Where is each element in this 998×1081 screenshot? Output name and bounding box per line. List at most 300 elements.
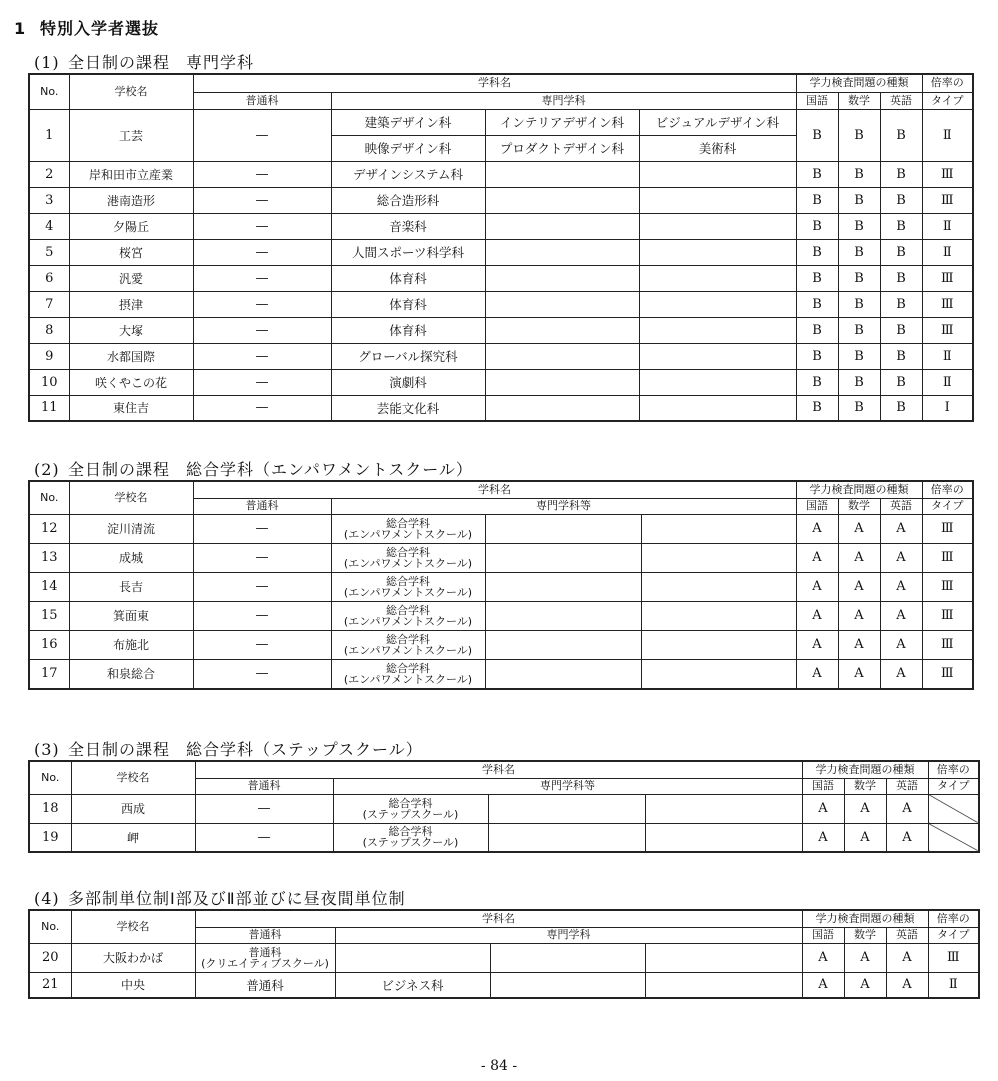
row-school: 摂津	[69, 291, 193, 317]
row-math: B	[838, 395, 880, 421]
row-english: B	[880, 265, 922, 291]
row-no: 15	[29, 601, 69, 630]
row-dept: プロダクトデザイン科	[485, 135, 639, 161]
header-specialized: 専門学科	[335, 927, 802, 943]
table-row	[29, 239, 973, 265]
row-japanese: B	[796, 187, 838, 213]
row-no: 13	[29, 543, 69, 572]
row-dept-line1: 総合学科	[386, 545, 430, 559]
row-general: —	[193, 572, 331, 601]
row-dept-empty	[485, 265, 639, 291]
header-no: No.	[29, 481, 69, 514]
table-row	[29, 572, 973, 601]
row-school: 大阪わかば	[71, 943, 195, 972]
row-dept: ビジネス科	[335, 972, 490, 998]
row-school: 和泉総合	[69, 659, 193, 689]
row-type: Ⅰ	[922, 395, 973, 421]
row-math: B	[838, 265, 880, 291]
row-dept-empty	[485, 630, 641, 659]
row-school: 長吉	[69, 572, 193, 601]
row-general: —	[193, 239, 331, 265]
row-general-line1: 普通科	[248, 945, 282, 959]
row-school: 箕面東	[69, 601, 193, 630]
header-japanese: 国語	[796, 92, 838, 109]
header-test-group: 学力検査問題の種類	[796, 74, 922, 92]
row-english: A	[886, 972, 928, 998]
row-general: —	[193, 161, 331, 187]
header-math: 数学	[844, 778, 886, 794]
row-math: A	[844, 823, 886, 852]
row-math: B	[838, 161, 880, 187]
header-math: 数学	[838, 92, 880, 109]
row-dept-empty	[485, 213, 639, 239]
row-general: —	[193, 601, 331, 630]
section-subtitle: 専門学科	[186, 53, 255, 72]
row-dept-empty	[485, 572, 641, 601]
header-school: 学校名	[71, 761, 195, 794]
section-course: 多部制単位制Ⅰ部及びⅡ部並びに昼夜間単位制	[68, 889, 406, 908]
row-general: —	[193, 369, 331, 395]
section-subtitle: 総合学科（ステップスクール）	[186, 740, 423, 759]
header-general: 普通科	[193, 92, 331, 109]
row-dept-empty	[641, 543, 796, 572]
row-dept-line1: 総合学科	[386, 516, 430, 530]
row-dept: グローバル探究科	[331, 343, 485, 369]
row-school: 工芸	[69, 109, 193, 161]
header-no: No.	[29, 761, 71, 794]
row-japanese: B	[796, 239, 838, 265]
row-general: —	[193, 659, 331, 689]
row-dept	[333, 794, 488, 823]
row-type: Ⅲ	[922, 291, 973, 317]
row-general: —	[195, 794, 333, 823]
row-japanese: A	[802, 972, 844, 998]
row-general: —	[193, 317, 331, 343]
row-english: B	[880, 343, 922, 369]
main-heading-number: 1	[14, 19, 27, 38]
header-test-group: 学力検査問題の種類	[802, 761, 928, 778]
table-row	[29, 265, 973, 291]
header-english: 英語	[880, 92, 922, 109]
row-dept: ビジュアルデザイン科	[639, 109, 796, 135]
row-type-not-applicable	[928, 794, 979, 823]
header-general: 普通科	[195, 927, 335, 943]
row-japanese: B	[796, 369, 838, 395]
row-dept: 美術科	[639, 135, 796, 161]
row-english: B	[880, 213, 922, 239]
row-dept-line2: (エンパワメントスクール)	[343, 556, 473, 570]
row-math: A	[838, 659, 880, 689]
row-math: A	[838, 572, 880, 601]
row-japanese: B	[796, 161, 838, 187]
row-dept-empty	[645, 943, 802, 972]
row-dept: 体育科	[331, 317, 485, 343]
row-type-not-applicable	[928, 823, 979, 852]
section-number: (3)	[34, 740, 60, 759]
row-no: 21	[29, 972, 71, 998]
row-japanese: A	[796, 659, 838, 689]
row-math: B	[838, 343, 880, 369]
header-math: 数学	[844, 927, 886, 943]
row-general-line2: (クリエイティブスクール)	[201, 956, 329, 970]
header-specialized-etc: 専門学科等	[333, 778, 802, 794]
row-dept-empty	[485, 187, 639, 213]
row-math: A	[838, 543, 880, 572]
header-ratio-line1: 倍率の	[928, 910, 979, 927]
header-specialized: 専門学科	[331, 92, 796, 109]
row-math: A	[844, 943, 886, 972]
header-specialized-etc: 専門学科等	[331, 498, 796, 514]
row-school: 成城	[69, 543, 193, 572]
row-japanese: A	[796, 630, 838, 659]
section-number: (4)	[34, 889, 60, 908]
row-no: 14	[29, 572, 69, 601]
row-no: 12	[29, 514, 69, 543]
header-school: 学校名	[69, 74, 193, 109]
row-type: Ⅲ	[922, 659, 973, 689]
row-type: Ⅲ	[922, 601, 973, 630]
row-school: 布施北	[69, 630, 193, 659]
row-dept: 映像デザイン科	[331, 135, 485, 161]
row-dept-empty	[641, 572, 796, 601]
row-dept-empty	[488, 823, 645, 852]
row-japanese: A	[802, 823, 844, 852]
row-english: B	[880, 187, 922, 213]
row-math: A	[838, 514, 880, 543]
row-dept-empty	[639, 213, 796, 239]
row-english: A	[886, 943, 928, 972]
section-1-table	[28, 73, 974, 422]
row-no: 8	[29, 317, 69, 343]
row-dept: 人間スポーツ科学科	[331, 239, 485, 265]
row-type: Ⅲ	[922, 514, 973, 543]
row-dept-empty	[645, 823, 802, 852]
row-no: 18	[29, 794, 71, 823]
row-math: A	[838, 601, 880, 630]
row-school: 岸和田市立産業	[69, 161, 193, 187]
header-japanese: 国語	[796, 498, 838, 514]
row-type: Ⅲ	[928, 943, 979, 972]
row-no: 3	[29, 187, 69, 213]
header-school: 学校名	[69, 481, 193, 514]
row-no: 19	[29, 823, 71, 852]
row-dept-line1: 総合学科	[386, 574, 430, 588]
section-subtitle: 総合学科（エンパワメントスクール）	[186, 460, 473, 479]
row-japanese: B	[796, 265, 838, 291]
row-dept-empty	[641, 659, 796, 689]
row-type: Ⅱ	[928, 972, 979, 998]
row-type: Ⅲ	[922, 572, 973, 601]
row-type: Ⅱ	[922, 109, 973, 161]
row-dept-line2: (エンパワメントスクール)	[343, 643, 473, 657]
row-dept: 建築デザイン科	[331, 109, 485, 135]
row-no: 9	[29, 343, 69, 369]
row-english: B	[880, 109, 922, 161]
section-3-table	[28, 760, 980, 853]
row-dept-empty	[639, 395, 796, 421]
row-dept-empty	[645, 972, 802, 998]
row-type: Ⅲ	[922, 543, 973, 572]
header-ratio-line2: タイプ	[928, 927, 979, 943]
row-math: A	[838, 630, 880, 659]
row-dept	[331, 572, 485, 601]
row-type: Ⅲ	[922, 317, 973, 343]
header-english: 英語	[880, 498, 922, 514]
table-row	[29, 659, 973, 689]
row-school: 西成	[71, 794, 195, 823]
row-japanese: A	[802, 794, 844, 823]
table-row	[29, 943, 979, 972]
header-test-group: 学力検査問題の種類	[796, 481, 922, 498]
row-dept	[333, 823, 488, 852]
table-row	[29, 630, 973, 659]
main-heading	[14, 16, 159, 39]
row-school: 水都国際	[69, 343, 193, 369]
row-english: B	[880, 395, 922, 421]
row-type: Ⅲ	[922, 161, 973, 187]
header-ratio-line1: 倍率の	[922, 74, 973, 92]
header-no: No.	[29, 910, 71, 943]
header-dept-group: 学科名	[193, 74, 796, 92]
section-2-table	[28, 480, 974, 690]
row-no: 10	[29, 369, 69, 395]
row-dept: デザインシステム科	[331, 161, 485, 187]
section-course: 全日制の課程	[68, 460, 171, 479]
row-type: Ⅲ	[922, 187, 973, 213]
row-english: B	[880, 317, 922, 343]
row-type: Ⅱ	[922, 213, 973, 239]
row-japanese: B	[796, 213, 838, 239]
row-general: —	[193, 343, 331, 369]
row-dept-empty	[485, 543, 641, 572]
header-dept-group: 学科名	[195, 761, 802, 778]
header-ratio-line2: タイプ	[928, 778, 979, 794]
row-dept-empty	[639, 343, 796, 369]
row-school: 中央	[71, 972, 195, 998]
header-dept-group: 学科名	[193, 481, 796, 498]
row-type: Ⅲ	[922, 630, 973, 659]
table-row	[29, 109, 973, 135]
row-no: 16	[29, 630, 69, 659]
row-dept-line2: (エンパワメントスクール)	[343, 527, 473, 541]
row-dept: 音楽科	[331, 213, 485, 239]
header-no: No.	[29, 74, 69, 109]
header-english: 英語	[886, 927, 928, 943]
row-general	[195, 943, 335, 972]
section-number: (1)	[34, 53, 60, 72]
row-dept-empty	[639, 291, 796, 317]
row-dept-empty	[639, 317, 796, 343]
row-dept-line2: (エンパワメントスクール)	[343, 672, 473, 686]
row-math: B	[838, 109, 880, 161]
header-japanese: 国語	[802, 778, 844, 794]
row-general: —	[193, 291, 331, 317]
row-school: 咲くやこの花	[69, 369, 193, 395]
row-no: 20	[29, 943, 71, 972]
row-japanese: A	[796, 572, 838, 601]
row-school: 東住吉	[69, 395, 193, 421]
row-dept	[331, 630, 485, 659]
row-no: 6	[29, 265, 69, 291]
section-number: (2)	[34, 460, 60, 479]
row-dept-empty	[485, 659, 641, 689]
row-general: —	[193, 109, 331, 161]
row-general: —	[193, 187, 331, 213]
row-dept	[331, 514, 485, 543]
row-dept-empty	[641, 514, 796, 543]
row-dept-empty	[485, 343, 639, 369]
row-dept-line2: (エンパワメントスクール)	[343, 585, 473, 599]
table-row	[29, 291, 973, 317]
row-no: 5	[29, 239, 69, 265]
row-dept-empty	[485, 395, 639, 421]
row-english: A	[880, 659, 922, 689]
row-general: —	[193, 265, 331, 291]
row-math: B	[838, 213, 880, 239]
row-general: —	[193, 630, 331, 659]
row-type: Ⅱ	[922, 239, 973, 265]
row-english: A	[880, 601, 922, 630]
row-general: 普通科	[195, 972, 335, 998]
table-row	[29, 213, 973, 239]
row-japanese: A	[796, 543, 838, 572]
row-school: 岬	[71, 823, 195, 852]
section-course: 全日制の課程	[68, 53, 171, 72]
row-dept-line2: (エンパワメントスクール)	[343, 614, 473, 628]
row-general: —	[193, 395, 331, 421]
row-type: Ⅲ	[922, 265, 973, 291]
table-row	[29, 395, 973, 421]
row-japanese: B	[796, 395, 838, 421]
header-general: 普通科	[193, 498, 331, 514]
table-row	[29, 972, 979, 998]
row-no: 17	[29, 659, 69, 689]
row-english: A	[880, 572, 922, 601]
row-no: 2	[29, 161, 69, 187]
row-japanese: B	[796, 343, 838, 369]
row-no: 4	[29, 213, 69, 239]
header-math: 数学	[838, 498, 880, 514]
row-dept: 総合造形科	[331, 187, 485, 213]
header-dept-group: 学科名	[195, 910, 802, 927]
table-row	[29, 317, 973, 343]
row-no: 7	[29, 291, 69, 317]
row-english: A	[880, 514, 922, 543]
row-math: A	[844, 794, 886, 823]
row-dept-line2: (ステップスクール)	[362, 836, 459, 850]
header-ratio-line2: タイプ	[922, 498, 973, 514]
row-dept-empty	[639, 265, 796, 291]
row-general: —	[193, 213, 331, 239]
row-dept-empty	[645, 794, 802, 823]
main-heading-title: 特別入学者選抜	[40, 19, 160, 38]
row-english: B	[880, 291, 922, 317]
row-english: B	[880, 161, 922, 187]
row-school: 汎愛	[69, 265, 193, 291]
row-math: B	[838, 291, 880, 317]
header-general: 普通科	[195, 778, 333, 794]
row-japanese: B	[796, 317, 838, 343]
row-dept	[331, 601, 485, 630]
row-dept: 演劇科	[331, 369, 485, 395]
row-school: 淀川清流	[69, 514, 193, 543]
row-math: A	[844, 972, 886, 998]
row-school: 桜宮	[69, 239, 193, 265]
row-dept-empty	[641, 630, 796, 659]
section-4-heading	[34, 886, 406, 909]
header-ratio-line1: 倍率の	[922, 481, 973, 498]
row-japanese: B	[796, 109, 838, 161]
row-dept-empty	[639, 161, 796, 187]
row-dept-empty	[485, 601, 641, 630]
section-4-table	[28, 909, 980, 999]
row-english: B	[880, 239, 922, 265]
row-dept	[335, 943, 490, 972]
row-english: A	[886, 823, 928, 852]
row-school: 夕陽丘	[69, 213, 193, 239]
row-dept: 芸能文化科	[331, 395, 485, 421]
row-school: 港南造形	[69, 187, 193, 213]
row-dept-empty	[490, 972, 645, 998]
section-3-heading	[34, 737, 423, 760]
row-dept	[331, 659, 485, 689]
row-japanese: A	[796, 514, 838, 543]
row-general: —	[193, 514, 331, 543]
table-row	[29, 543, 973, 572]
row-dept-empty	[490, 943, 645, 972]
row-dept	[331, 543, 485, 572]
row-dept-empty	[485, 369, 639, 395]
table-row	[29, 343, 973, 369]
row-math: B	[838, 187, 880, 213]
row-school: 大塚	[69, 317, 193, 343]
row-english: B	[880, 369, 922, 395]
row-type: Ⅱ	[922, 343, 973, 369]
row-japanese: A	[796, 601, 838, 630]
row-dept: インテリアデザイン科	[485, 109, 639, 135]
header-school: 学校名	[71, 910, 195, 943]
header-ratio-line1: 倍率の	[928, 761, 979, 778]
table-row	[29, 161, 973, 187]
header-ratio-line2: タイプ	[922, 92, 973, 109]
row-general: —	[193, 543, 331, 572]
row-math: B	[838, 317, 880, 343]
row-dept-line1: 総合学科	[386, 632, 430, 646]
row-dept-empty	[639, 187, 796, 213]
header-english: 英語	[886, 778, 928, 794]
row-dept-empty	[485, 317, 639, 343]
section-1-heading	[34, 50, 254, 73]
row-english: A	[880, 543, 922, 572]
row-dept-empty	[485, 291, 639, 317]
row-no: 1	[29, 109, 69, 161]
row-english: A	[880, 630, 922, 659]
row-dept-line2: (ステップスクール)	[362, 807, 459, 821]
row-dept: 体育科	[331, 265, 485, 291]
row-general: —	[195, 823, 333, 852]
row-dept-line1: 総合学科	[388, 796, 433, 810]
row-japanese: B	[796, 291, 838, 317]
row-dept-line1: 総合学科	[386, 661, 430, 675]
section-course: 全日制の課程	[68, 740, 171, 759]
row-dept-empty	[639, 239, 796, 265]
row-type: Ⅱ	[922, 369, 973, 395]
table-row	[29, 823, 979, 852]
row-english: A	[886, 794, 928, 823]
row-dept-empty	[485, 161, 639, 187]
row-dept: 体育科	[331, 291, 485, 317]
table-row	[29, 794, 979, 823]
